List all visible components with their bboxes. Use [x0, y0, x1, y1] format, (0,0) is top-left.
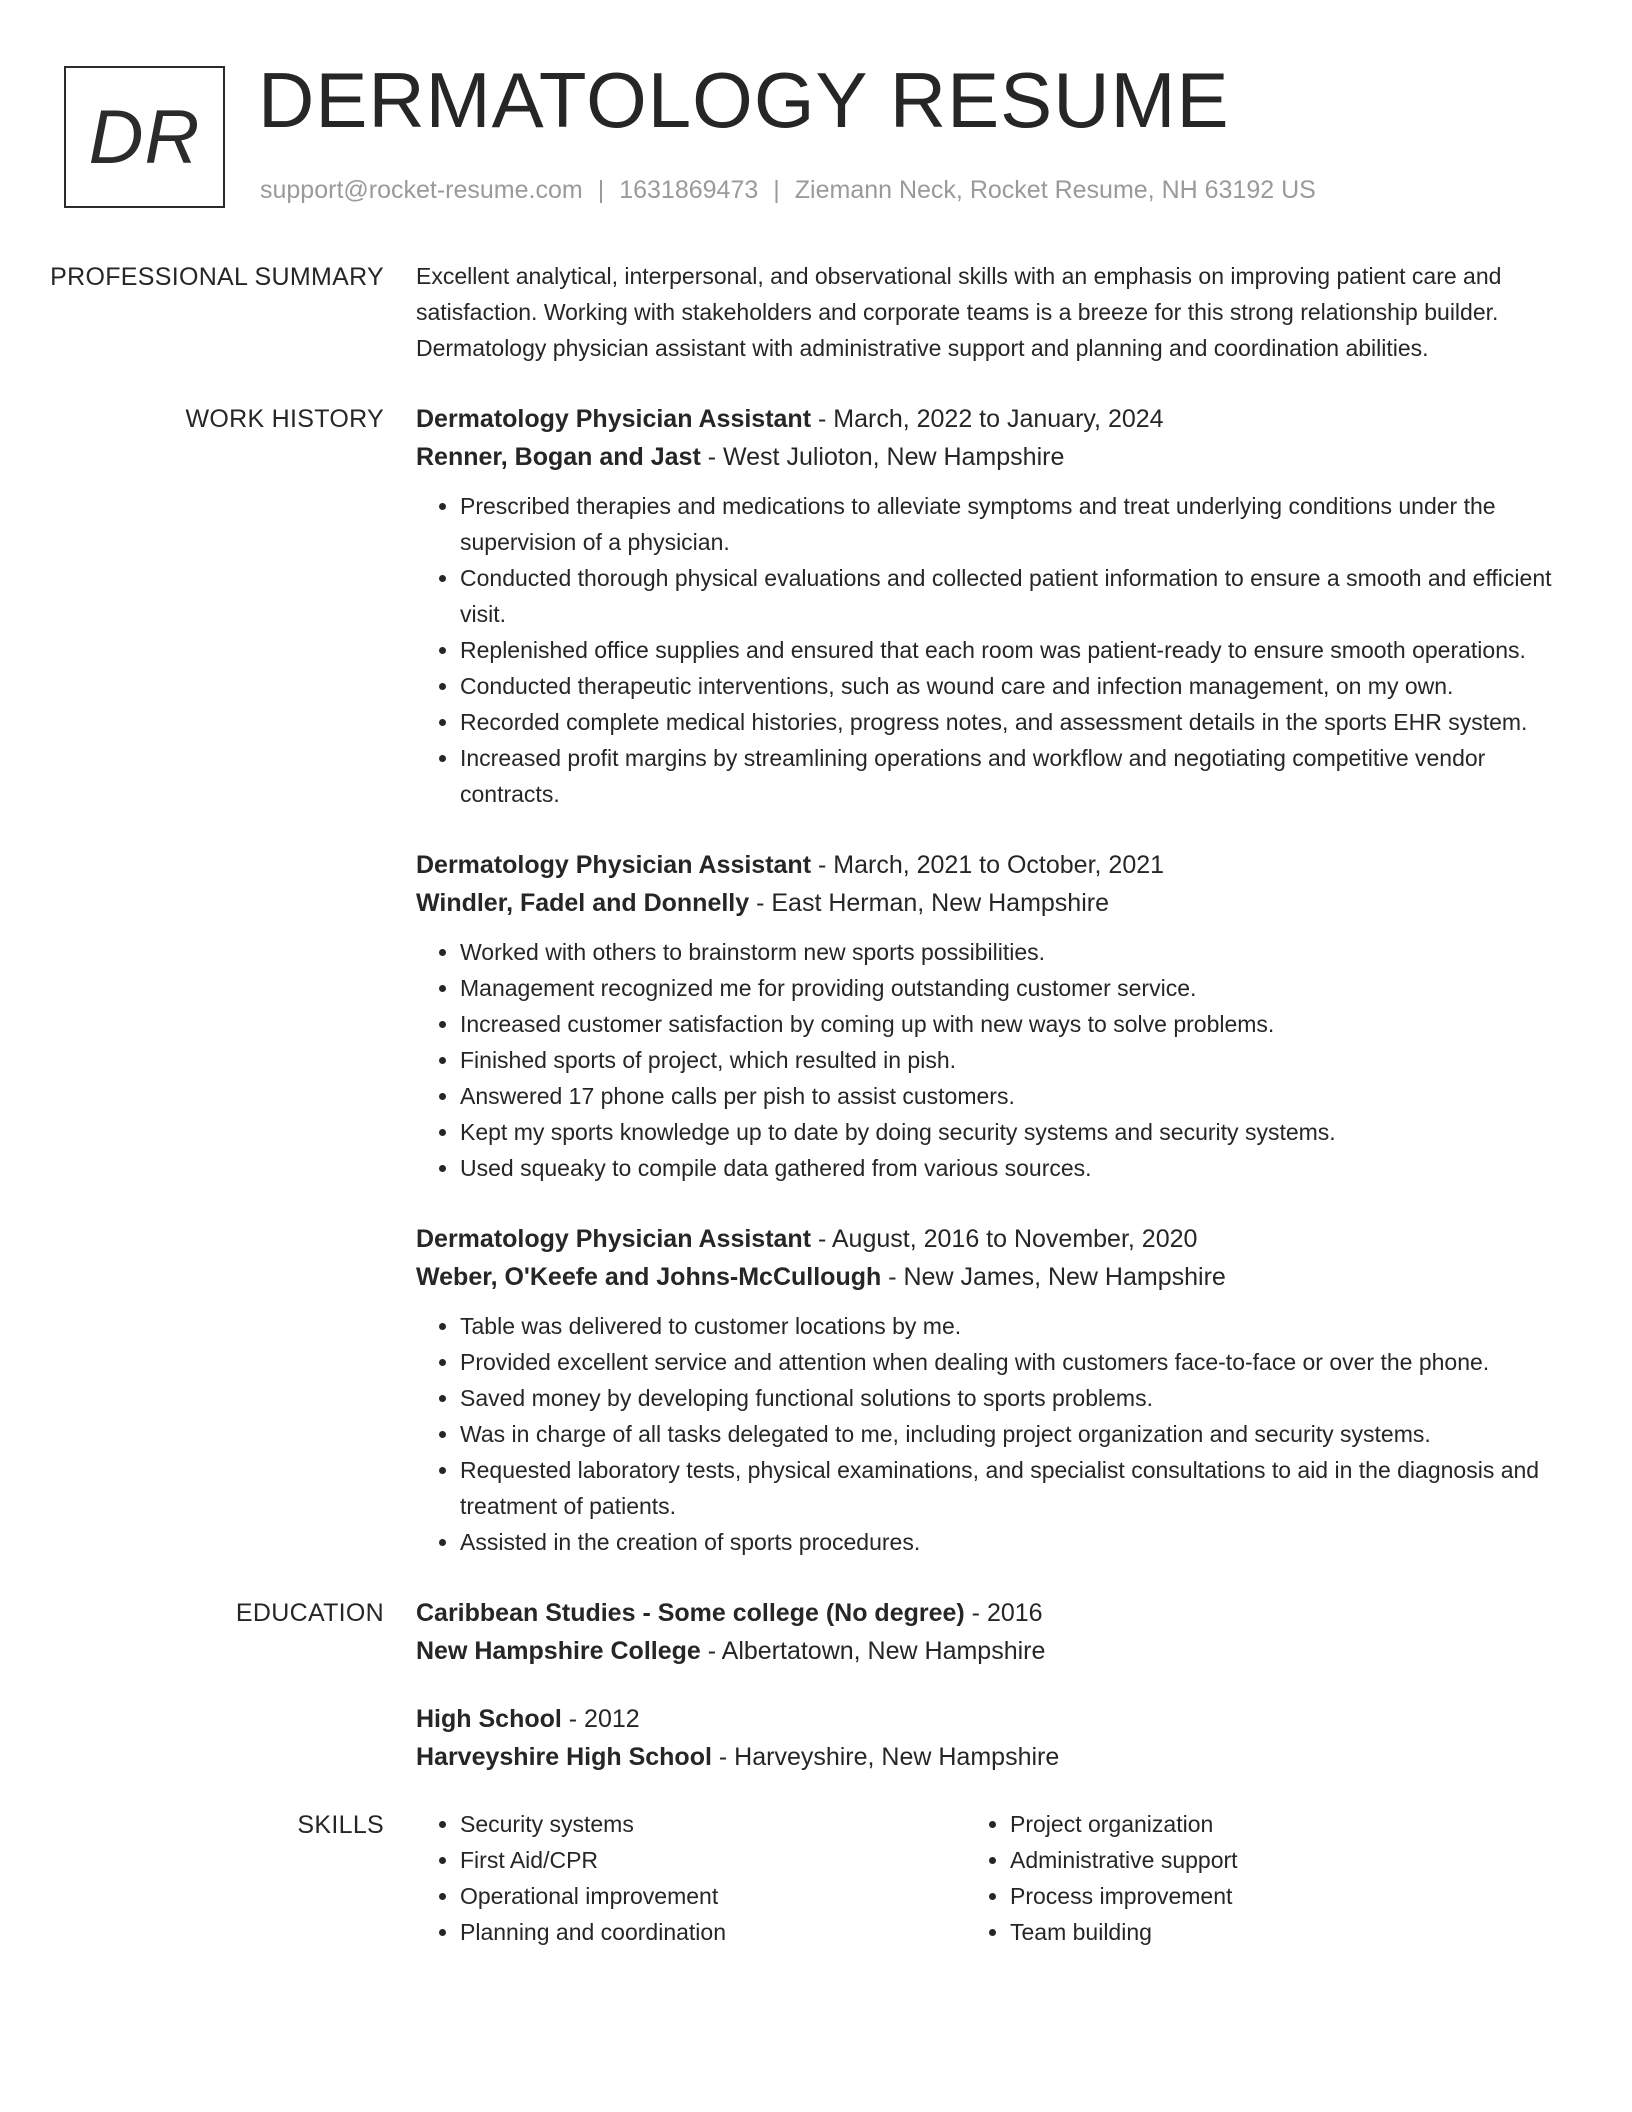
- job-entry: [416, 846, 1552, 1186]
- contact-phone[interactable]: 1631869473: [619, 176, 759, 204]
- list-item: • Saved money by developing functional solutions to sports problems.: [460, 1380, 1552, 1416]
- list-item: • Requested laboratory tests, physical examinations, and specialist consultations to aid in the diagnosis and treatment of patients.: [460, 1452, 1552, 1524]
- list-item: • Kept my sports knowledge up to date by doing security systems and security systems.: [460, 1114, 1552, 1150]
- list-item: • Finished sports of project, which resulted in pish.: [460, 1042, 1552, 1078]
- list-item: • Conducted thorough physical evaluations and collected patient information to ensure a smooth and efficient visit.: [460, 560, 1552, 632]
- monogram-box: [64, 66, 225, 208]
- job-dates: - March, 2022 to January, 2024: [811, 405, 1164, 433]
- job-title: Dermatology Physician Assistant: [416, 851, 812, 879]
- education-location: - Harveyshire, New Hampshire: [711, 1743, 1060, 1771]
- contact-email[interactable]: support@rocket-resume.com: [260, 176, 583, 204]
- skill-item: • Administrative support: [1010, 1842, 1516, 1878]
- job-bullets: [416, 1308, 1552, 1560]
- education-school: New Hampshire College: [416, 1637, 701, 1665]
- job-bullets: [416, 934, 1552, 1186]
- section-label-education: EDUCATION: [235, 1599, 384, 1627]
- job-company: Renner, Bogan and Jast: [416, 443, 701, 471]
- contact-line: [260, 176, 1316, 205]
- list-item: • Conducted therapeutic interventions, such as wound care and infection management, on my own.: [460, 668, 1552, 704]
- section-label-work: WORK HISTORY: [185, 405, 384, 433]
- list-item: • Answered 17 phone calls per pish to assist customers.: [460, 1078, 1552, 1114]
- job-location: - New James, New Hampshire: [881, 1263, 1226, 1291]
- skill-item: • Process improvement: [1010, 1878, 1516, 1914]
- education-section: [0, 1594, 1632, 1806]
- skills-section: [0, 1806, 1632, 1950]
- skills-column-left: [416, 1806, 966, 1950]
- contact-address: Ziemann Neck, Rocket Resume, NH 63192 US: [794, 176, 1316, 204]
- education-year: - 2012: [561, 1705, 640, 1733]
- job-location: - West Julioton, New Hampshire: [700, 443, 1065, 471]
- list-item: • Replenished office supplies and ensured that each room was patient-ready to ensure smooth operations.: [460, 632, 1552, 668]
- resume-content: [0, 258, 1632, 1950]
- work-history-section: [0, 400, 1632, 1594]
- job-title: Dermatology Physician Assistant: [416, 1225, 812, 1253]
- education-location: - Albertatown, New Hampshire: [700, 1637, 1046, 1665]
- job-title: Dermatology Physician Assistant: [416, 405, 812, 433]
- summary-section: [0, 258, 1632, 400]
- list-item: • Increased customer satisfaction by coming up with new ways to solve problems.: [460, 1006, 1552, 1042]
- contact-separator: |: [597, 176, 605, 204]
- job-location: - East Herman, New Hampshire: [749, 889, 1109, 917]
- list-item: • Prescribed therapies and medications to alleviate symptoms and treat underlying conditions under the supervision of a physician.: [460, 488, 1552, 560]
- job-entry: [416, 400, 1552, 812]
- list-item: • Management recognized me for providing outstanding customer service.: [460, 970, 1552, 1006]
- job-company: Weber, O'Keefe and Johns-McCullough: [416, 1263, 882, 1291]
- job-dates: - August, 2016 to November, 2020: [811, 1225, 1198, 1253]
- list-item: • Used squeaky to compile data gathered from various sources.: [460, 1150, 1552, 1186]
- monogram-initials: DR: [88, 94, 201, 180]
- skill-item: • Operational improvement: [460, 1878, 966, 1914]
- education-degree: High School: [416, 1705, 562, 1733]
- resume-title: DERMATOLOGY RESUME: [258, 56, 1230, 144]
- job-company: Windler, Fadel and Donnelly: [416, 889, 750, 917]
- skill-item: • Planning and coordination: [460, 1914, 966, 1950]
- list-item: • Assisted in the creation of sports procedures.: [460, 1524, 1552, 1560]
- education-school: Harveyshire High School: [416, 1743, 712, 1771]
- job-dates: - March, 2021 to October, 2021: [811, 851, 1165, 879]
- skill-item: • Team building: [1010, 1914, 1516, 1950]
- education-degree: Caribbean Studies - Some college (No degree): [416, 1599, 965, 1627]
- list-item: • Worked with others to brainstorm new sports possibilities.: [460, 934, 1552, 970]
- summary-text: Excellent analytical, interpersonal, and observational skills with an emphasis on improving patient care and satisfaction. Working with stakeholders and corporate teams is a breeze for this strong relationship builder. Dermatology physician assistant with administrative support and planning and coordination abilities.: [416, 263, 1502, 361]
- education-entry: [416, 1700, 1552, 1776]
- education-year: - 2016: [964, 1599, 1043, 1627]
- list-item: • Increased profit margins by streamlining operations and workflow and negotiating competitive vendor contracts.: [460, 740, 1552, 812]
- list-item: • Table was delivered to customer locations by me.: [460, 1308, 1552, 1344]
- job-bullets: [416, 488, 1552, 812]
- job-entry: [416, 1220, 1552, 1560]
- list-item: • Recorded complete medical histories, progress notes, and assessment details in the sports EHR system.: [460, 704, 1552, 740]
- list-item: • Provided excellent service and attention when dealing with customers face-to-face or over the phone.: [460, 1344, 1552, 1380]
- skills-grid: [416, 1806, 1552, 1950]
- skill-item: • First Aid/CPR: [460, 1842, 966, 1878]
- skill-item: • Project organization: [1010, 1806, 1516, 1842]
- section-label-summary: PROFESSIONAL SUMMARY: [50, 263, 384, 291]
- section-label-skills: SKILLS: [297, 1811, 384, 1839]
- skills-column-right: [966, 1806, 1516, 1950]
- skill-item: • Security systems: [460, 1806, 966, 1842]
- list-item: • Was in charge of all tasks delegated to me, including project organization and security systems.: [460, 1416, 1552, 1452]
- contact-separator: |: [773, 176, 780, 204]
- education-entry: [416, 1594, 1552, 1670]
